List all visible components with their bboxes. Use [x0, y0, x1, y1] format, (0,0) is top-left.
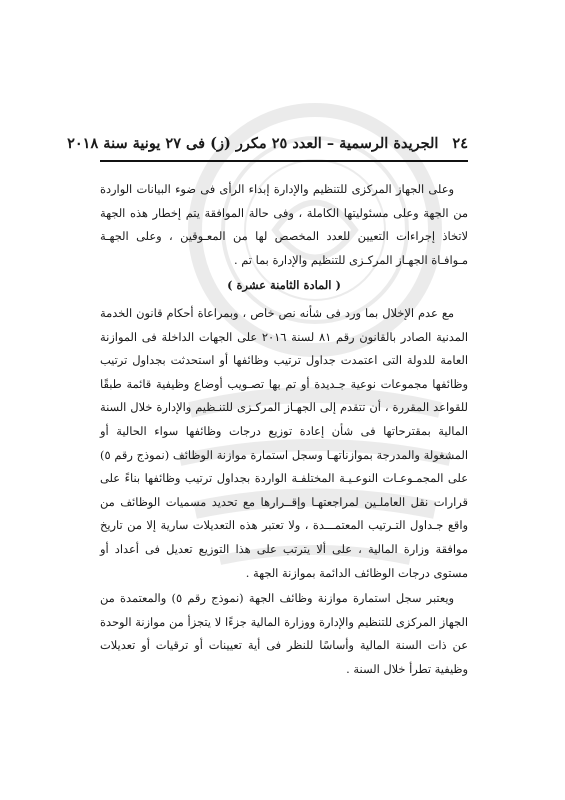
- page-header: [67, 135, 468, 152]
- article-title: ( المادة الثامنة عشرة ): [227, 278, 341, 293]
- paragraph-2: مع عدم الإخلال بما ورد فى شأنه نص خاص ، وبمراعاة أحكام قانون الخدمة المدنية الصادر بالقانون رقم ٨١ لسنة ٢٠١٦ على الجهات الداخلة فى الموازنة العامة للدولة التى اعتمدت جداول ترتيب وظائفها أو استحدثت بجداول ترتيب وظائفها مجموعات نوعية جـديدة أو تم بها تصـويب أوضاع وظيفية قائمة طبقًا للقواعد المقررة ، أن تتقدم إلى الجهـاز المركـزى للتنـظيم والإدارة خلال السنة المالية بمقترحاتها فى شأن إعادة توزيع درجات وظائفها سواء الحالية أو المشغولة والمدرجة بموازناتهـا وسجل استمارة موازنة الوظائف (نموذج رقم ٥) على المجمـوعـات النوعـيـة المختلفـة الواردة بجداول ترتيب وظائفها بناءً على قرارات نقل العاملـين لمراجعتهـا وإقــرارها مع تحديد مسميات الوظائف من واقع جـداول التـرتيب المعتمـــدة ، ولا تعتبر هذه التعديلات سارية إلا من تاريخ موافقة وزارة المالية ، على ألا يترتب على هذا التوزيع تعديل فى أعداد أو مستوى درجات الوظائف الدائمة بموازنة الجهة .: [100, 305, 468, 580]
- header-divider: [100, 160, 468, 162]
- paragraph-1: وعلى الجهاز المركزى للتنظيم والإدارة إبداء الرأى فى ضوء البيانات الواردة من الجهة وعلى مسئوليتها الكاملة ، وفى حالة الموافقة يتم إخطار هذه الجهة لاتخاذ إجراءات التعيين للعدد المخصص لها من المعـوقين ، وعلى الجهـة مـوافـاة الجهـاز المركـزى للتنظيم والإدارة بما تم .: [100, 182, 468, 267]
- paragraph-3: ويعتبر سجل استمارة موازنة وظائف الجهة (نموذج رقم ٥) والمعتمدة من الجهاز المركزى للتنظيم والإدارة ووزارة المالية جزءًا لا يتجزأ من موازنة الوحدة عن ذات السنة المالية وأساسًا للنظر فى أية تعيينات أو ترقيات أو تعديلات وظيفية تطرأ خلال السنة .: [100, 591, 468, 676]
- header-title: الجريدة الرسمية – العدد ٢٥ مكرر (ز) فى ٢٧ يونية سنة ٢٠١٨: [67, 135, 439, 152]
- page-number: ٢٤: [452, 135, 468, 152]
- document-body: [100, 178, 468, 681]
